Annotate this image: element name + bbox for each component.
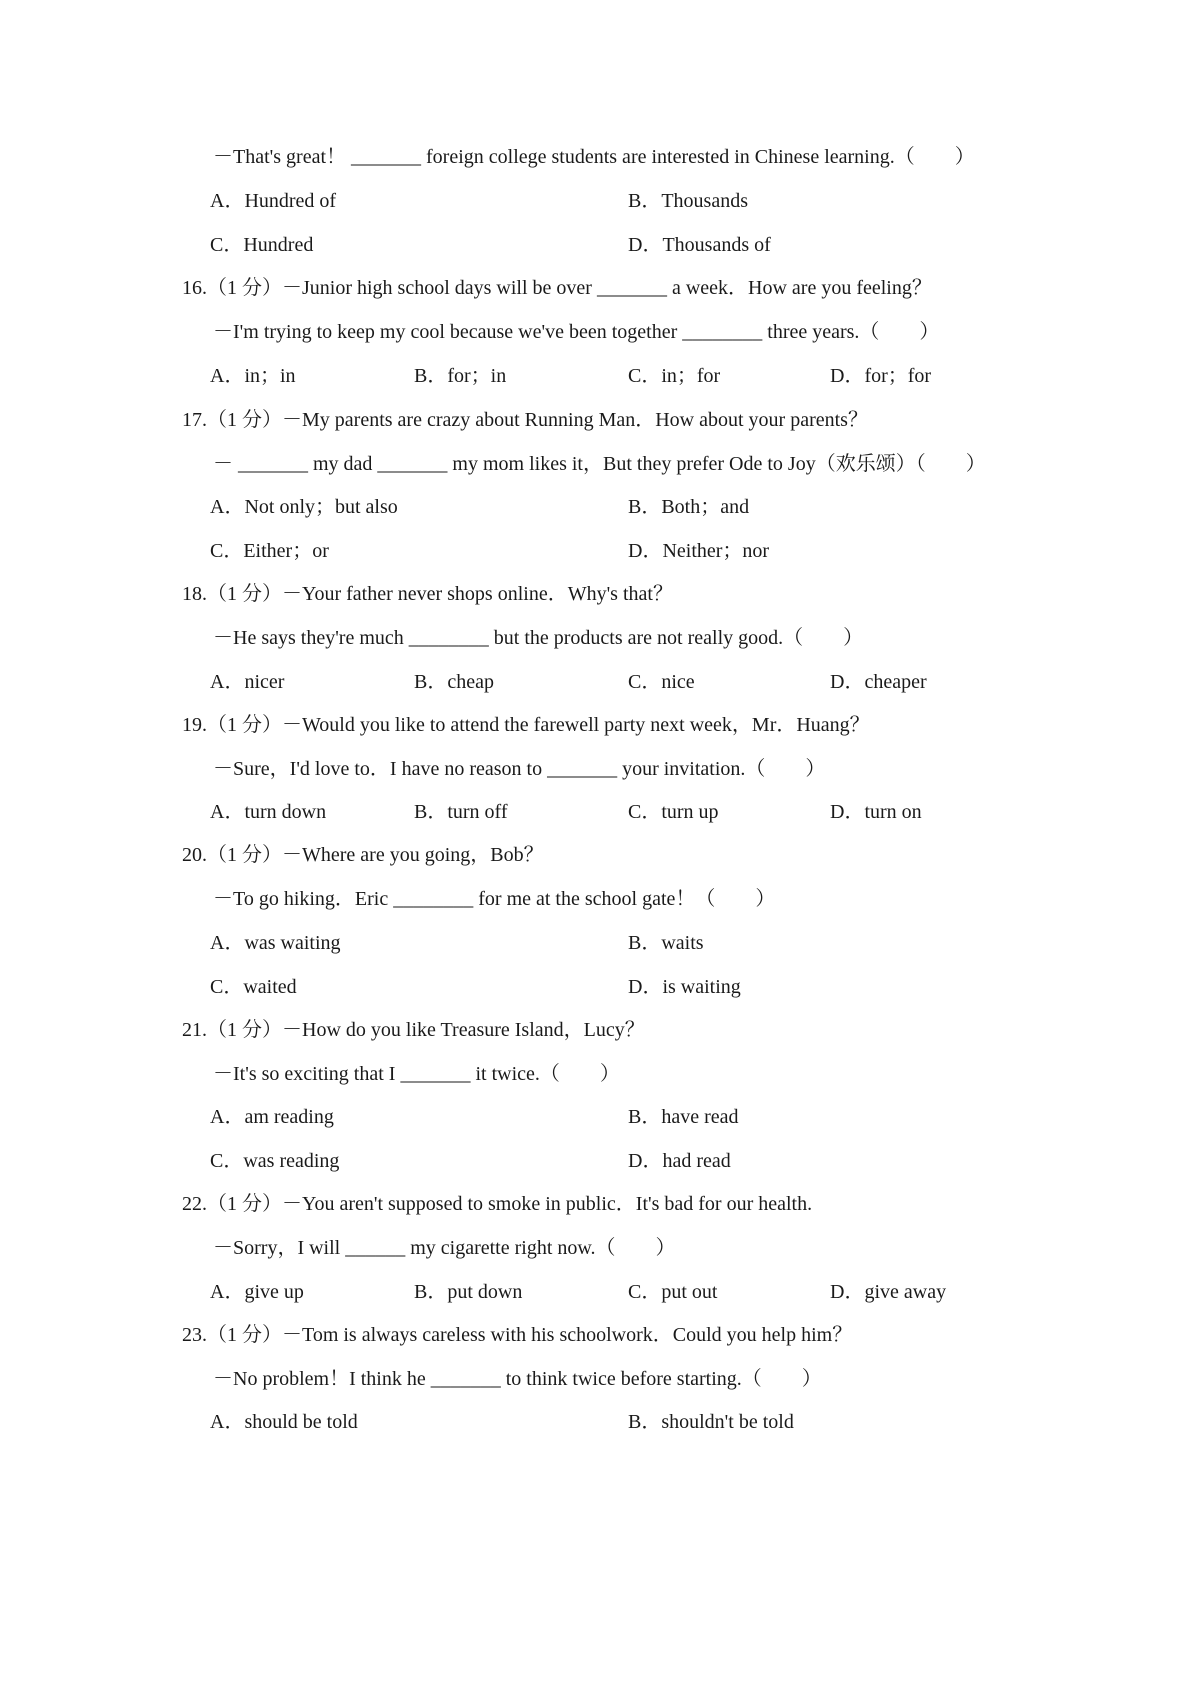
option-c: C．Either；or [210,540,329,562]
question-19-stem: 19.（1 分）－Would you like to attend the farewell party next week，Mr．Huang？ [182,714,870,736]
option-a: A．Not only；but also [210,496,398,518]
option-a: A．Hundred of [210,190,337,212]
option-d: D．give away [830,1281,947,1303]
question-18-stem: 18.（1 分）－Your father never shops online．Why's that？ [182,583,673,605]
option-b: B．waits [628,932,704,954]
option-d: D．Thousands of [628,234,771,256]
option-b: B．cheap [414,671,494,693]
option-d: D．had read [628,1150,731,1172]
option-a: A．turn down [210,801,327,823]
question-21-reply: －It's so exciting that I _______ it twice.（ ） [213,1063,620,1085]
option-a: A．am reading [210,1106,334,1128]
option-b: B．Thousands [628,190,748,212]
option-a: A．nicer [210,671,285,693]
option-d: D．is waiting [628,976,741,998]
option-b: B．shouldn't be told [628,1411,794,1433]
option-d: D．turn on [830,801,922,823]
option-a: A．should be told [210,1411,358,1433]
question-22-reply: －Sorry，I will ______ my cigarette right now.（ ） [213,1237,676,1259]
option-b: B．for；in [414,365,507,387]
option-c: C．nice [628,671,695,693]
option-b: B．Both；and [628,496,750,518]
option-c: C．put out [628,1281,718,1303]
option-a: A．give up [210,1281,304,1303]
question-23-stem: 23.（1 分）－Tom is always careless with his schoolwork．Could you help him？ [182,1324,853,1346]
question-16-reply: －I'm trying to keep my cool because we've been together ________ three years.（ ） [213,321,940,343]
option-a: A．was waiting [210,932,341,954]
question-17-stem: 17.（1 分）－My parents are crazy about Running Man．How about your parents？ [182,409,868,431]
question-18-reply: －He says they're much ________ but the products are not really good.（ ） [213,627,864,649]
question-21-stem: 21.（1 分）－How do you like Treasure Island，Lucy？ [182,1019,645,1041]
question-19-reply: －Sure，I'd love to．I have no reason to _______ your invitation.（ ） [213,758,826,780]
option-b: B．have read [628,1106,739,1128]
question-20-reply: －To go hiking．Eric ________ for me at the school gate！（ ） [213,888,776,910]
option-a: A．in；in [210,365,296,387]
question-22-stem: 22.（1 分）－You aren't supposed to smoke in public．It's bad for our health. [182,1193,813,1215]
option-c: C．turn up [628,801,719,823]
option-d: D．cheaper [830,671,927,693]
option-c: C．was reading [210,1150,340,1172]
question-23-reply: －No problem！I think he _______ to think twice before starting.（ ） [213,1368,822,1390]
option-b: B．put down [414,1281,523,1303]
option-d: D．for；for [830,365,932,387]
question-15-reply: －That's great！ _______ foreign college students are interested in Chinese learning.（ ） [213,146,975,168]
option-c: C．in；for [628,365,721,387]
question-16-stem: 16.（1 分）－Junior high school days will be over _______ a week．How are you feeling？ [182,277,932,299]
option-d: D．Neither；nor [628,540,770,562]
option-c: C．Hundred [210,234,314,256]
question-20-stem: 20.（1 分）－Where are you going，Bob？ [182,844,544,866]
option-c: C．waited [210,976,297,998]
question-17-reply: － _______ my dad _______ my mom likes it，But they prefer Ode to Joy（欢乐颂）（ ） [213,453,986,475]
option-b: B．turn off [414,801,508,823]
